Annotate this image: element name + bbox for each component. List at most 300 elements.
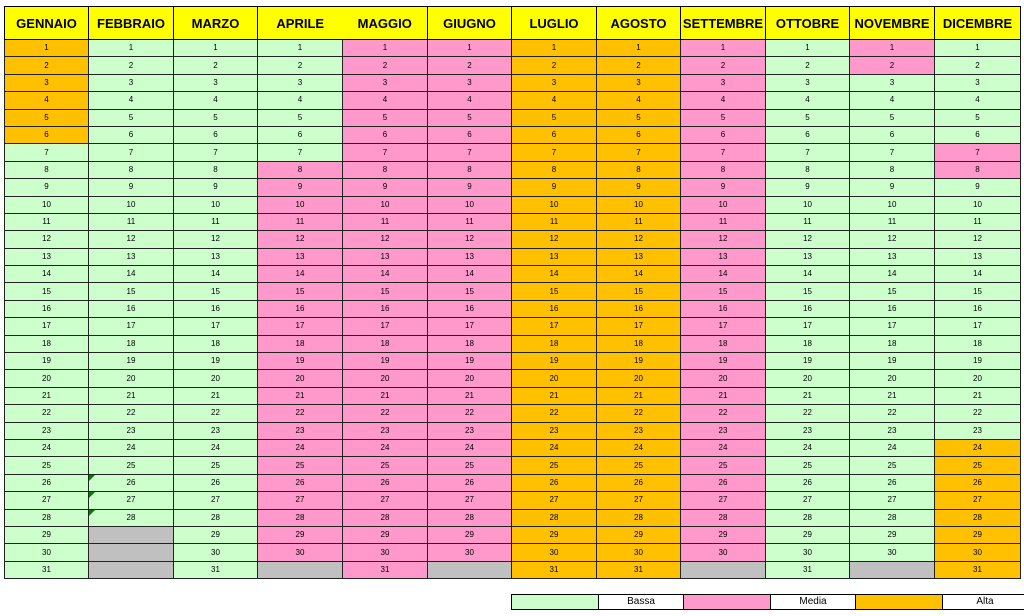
day-cell[interactable]: 8 <box>935 161 1021 178</box>
day-cell[interactable]: 12 <box>850 231 935 248</box>
day-cell[interactable]: 17 <box>174 318 258 335</box>
empty-cell[interactable] <box>89 544 174 561</box>
day-cell[interactable]: 9 <box>935 179 1021 196</box>
day-cell[interactable]: 9 <box>597 179 681 196</box>
day-cell[interactable]: 10 <box>766 196 850 213</box>
day-cell[interactable]: 5 <box>343 109 428 126</box>
day-cell[interactable]: 16 <box>597 300 681 317</box>
day-cell[interactable]: 20 <box>5 370 89 387</box>
day-cell[interactable]: 23 <box>5 422 89 439</box>
day-cell[interactable]: 26 <box>597 474 681 491</box>
day-cell[interactable]: 1 <box>89 40 174 57</box>
day-cell[interactable]: 21 <box>89 387 174 404</box>
day-cell[interactable]: 8 <box>512 161 597 178</box>
day-cell[interactable]: 15 <box>174 283 258 300</box>
day-cell[interactable]: 12 <box>258 231 343 248</box>
day-cell[interactable]: 25 <box>5 457 89 474</box>
day-cell[interactable]: 1 <box>174 40 258 57</box>
day-cell[interactable]: 26 <box>258 474 343 491</box>
day-cell[interactable]: 3 <box>89 74 174 91</box>
day-cell[interactable]: 4 <box>512 92 597 109</box>
day-cell[interactable]: 23 <box>597 422 681 439</box>
day-cell[interactable]: 2 <box>597 57 681 74</box>
day-cell[interactable]: 3 <box>766 74 850 91</box>
day-cell[interactable]: 28 <box>681 509 766 526</box>
day-cell[interactable]: 21 <box>681 387 766 404</box>
day-cell[interactable]: 7 <box>681 144 766 161</box>
day-cell[interactable]: 16 <box>428 300 512 317</box>
day-cell[interactable]: 11 <box>343 213 428 230</box>
day-cell[interactable]: 14 <box>850 266 935 283</box>
day-cell[interactable]: 14 <box>766 266 850 283</box>
day-cell[interactable]: 23 <box>428 422 512 439</box>
empty-cell[interactable] <box>89 561 174 578</box>
day-cell[interactable]: 21 <box>935 387 1021 404</box>
day-cell[interactable]: 25 <box>766 457 850 474</box>
day-cell[interactable]: 23 <box>343 422 428 439</box>
empty-cell[interactable] <box>89 526 174 543</box>
day-cell[interactable]: 15 <box>850 283 935 300</box>
month-header-novembre[interactable]: NOVEMBRE <box>850 7 935 40</box>
day-cell[interactable]: 2 <box>935 57 1021 74</box>
day-cell[interactable]: 31 <box>512 561 597 578</box>
day-cell[interactable]: 25 <box>428 457 512 474</box>
day-cell[interactable]: 5 <box>174 109 258 126</box>
day-cell[interactable]: 22 <box>89 405 174 422</box>
day-cell[interactable]: 16 <box>89 300 174 317</box>
day-cell[interactable]: 2 <box>5 57 89 74</box>
day-cell[interactable]: 24 <box>850 439 935 456</box>
day-cell[interactable]: 15 <box>766 283 850 300</box>
day-cell[interactable]: 28 <box>850 509 935 526</box>
day-cell[interactable]: 26 <box>766 474 850 491</box>
day-cell[interactable]: 10 <box>681 196 766 213</box>
day-cell[interactable]: 22 <box>935 405 1021 422</box>
day-cell[interactable]: 16 <box>174 300 258 317</box>
day-cell[interactable]: 17 <box>512 318 597 335</box>
day-cell[interactable]: 9 <box>343 179 428 196</box>
day-cell[interactable]: 12 <box>766 231 850 248</box>
day-cell[interactable]: 8 <box>5 161 89 178</box>
day-cell[interactable]: 23 <box>935 422 1021 439</box>
day-cell[interactable]: 3 <box>343 74 428 91</box>
day-cell[interactable]: 13 <box>89 248 174 265</box>
legend-label-media[interactable]: Media <box>771 595 856 609</box>
day-cell[interactable]: 26 <box>681 474 766 491</box>
month-header-dicembre[interactable]: DICEMBRE <box>935 7 1021 40</box>
day-cell[interactable]: 17 <box>850 318 935 335</box>
day-cell[interactable]: 27 <box>512 492 597 509</box>
day-cell[interactable]: 2 <box>681 57 766 74</box>
day-cell[interactable]: 29 <box>597 526 681 543</box>
day-cell[interactable]: 27 <box>174 492 258 509</box>
day-cell[interactable]: 20 <box>258 370 343 387</box>
day-cell[interactable]: 7 <box>850 144 935 161</box>
day-cell[interactable]: 14 <box>935 266 1021 283</box>
legend-label-alta[interactable]: Alta <box>943 595 1024 609</box>
day-cell[interactable]: 20 <box>89 370 174 387</box>
day-cell[interactable]: 28 <box>597 509 681 526</box>
day-cell[interactable]: 18 <box>681 335 766 352</box>
day-cell[interactable]: 25 <box>343 457 428 474</box>
day-cell[interactable]: 9 <box>5 179 89 196</box>
day-cell[interactable]: 28 <box>174 509 258 526</box>
day-cell[interactable]: 21 <box>597 387 681 404</box>
day-cell[interactable]: 29 <box>174 526 258 543</box>
day-cell[interactable]: 12 <box>512 231 597 248</box>
day-cell[interactable]: 20 <box>343 370 428 387</box>
day-cell[interactable]: 19 <box>428 353 512 370</box>
day-cell[interactable]: 14 <box>428 266 512 283</box>
day-cell[interactable]: 20 <box>766 370 850 387</box>
day-cell[interactable]: 6 <box>5 126 89 143</box>
day-cell[interactable]: 31 <box>5 561 89 578</box>
day-cell[interactable]: 19 <box>766 353 850 370</box>
day-cell[interactable]: 15 <box>258 283 343 300</box>
day-cell[interactable]: 7 <box>428 144 512 161</box>
day-cell[interactable]: 13 <box>597 248 681 265</box>
day-cell[interactable]: 18 <box>343 335 428 352</box>
day-cell[interactable]: 17 <box>597 318 681 335</box>
day-cell[interactable]: 4 <box>766 92 850 109</box>
day-cell[interactable]: 14 <box>174 266 258 283</box>
day-cell[interactable]: 10 <box>597 196 681 213</box>
day-cell[interactable]: 19 <box>343 353 428 370</box>
day-cell[interactable]: 29 <box>681 526 766 543</box>
month-header-agosto[interactable]: AGOSTO <box>597 7 681 40</box>
day-cell[interactable]: 8 <box>89 161 174 178</box>
day-cell[interactable]: 22 <box>5 405 89 422</box>
day-cell[interactable]: 11 <box>512 213 597 230</box>
day-cell[interactable]: 28 <box>5 509 89 526</box>
day-cell[interactable]: 18 <box>512 335 597 352</box>
day-cell[interactable]: 9 <box>766 179 850 196</box>
day-cell[interactable]: 4 <box>174 92 258 109</box>
day-cell[interactable]: 1 <box>512 40 597 57</box>
month-header-febbraio[interactable]: FEBBRAIO <box>89 7 174 40</box>
day-cell[interactable]: 6 <box>681 126 766 143</box>
day-cell[interactable]: 26 <box>428 474 512 491</box>
day-cell[interactable]: 31 <box>174 561 258 578</box>
day-cell[interactable]: 5 <box>512 109 597 126</box>
day-cell[interactable]: 16 <box>5 300 89 317</box>
day-cell[interactable]: 5 <box>935 109 1021 126</box>
day-cell[interactable]: 5 <box>89 109 174 126</box>
day-cell[interactable]: 7 <box>512 144 597 161</box>
day-cell[interactable]: 4 <box>935 92 1021 109</box>
day-cell[interactable]: 12 <box>89 231 174 248</box>
day-cell[interactable]: 29 <box>766 526 850 543</box>
month-header-luglio[interactable]: LUGLIO <box>512 7 597 40</box>
day-cell[interactable]: 7 <box>343 144 428 161</box>
day-cell[interactable]: 24 <box>89 439 174 456</box>
day-cell[interactable]: 22 <box>258 405 343 422</box>
day-cell[interactable]: 18 <box>5 335 89 352</box>
day-cell[interactable]: 7 <box>597 144 681 161</box>
day-cell[interactable]: 22 <box>681 405 766 422</box>
day-cell[interactable]: 16 <box>343 300 428 317</box>
day-cell[interactable]: 27 <box>428 492 512 509</box>
day-cell[interactable]: 2 <box>89 57 174 74</box>
day-cell[interactable]: 14 <box>512 266 597 283</box>
legend-label-bassa[interactable]: Bassa <box>599 595 684 609</box>
day-cell[interactable]: 27 <box>89 492 174 509</box>
day-cell[interactable]: 1 <box>766 40 850 57</box>
day-cell[interactable]: 5 <box>597 109 681 126</box>
empty-cell[interactable] <box>850 561 935 578</box>
day-cell[interactable]: 10 <box>5 196 89 213</box>
day-cell[interactable]: 11 <box>258 213 343 230</box>
day-cell[interactable]: 11 <box>5 213 89 230</box>
day-cell[interactable]: 7 <box>258 144 343 161</box>
day-cell[interactable]: 18 <box>766 335 850 352</box>
day-cell[interactable]: 8 <box>597 161 681 178</box>
day-cell[interactable]: 23 <box>766 422 850 439</box>
day-cell[interactable]: 11 <box>89 213 174 230</box>
day-cell[interactable]: 24 <box>512 439 597 456</box>
day-cell[interactable]: 10 <box>174 196 258 213</box>
day-cell[interactable]: 13 <box>174 248 258 265</box>
day-cell[interactable]: 10 <box>89 196 174 213</box>
day-cell[interactable]: 22 <box>174 405 258 422</box>
day-cell[interactable]: 2 <box>512 57 597 74</box>
day-cell[interactable]: 25 <box>512 457 597 474</box>
day-cell[interactable]: 21 <box>174 387 258 404</box>
month-header-maggio[interactable]: MAGGIO <box>343 7 428 40</box>
day-cell[interactable]: 4 <box>681 92 766 109</box>
day-cell[interactable]: 14 <box>597 266 681 283</box>
day-cell[interactable]: 20 <box>428 370 512 387</box>
day-cell[interactable]: 17 <box>428 318 512 335</box>
day-cell[interactable]: 28 <box>935 509 1021 526</box>
day-cell[interactable]: 3 <box>850 74 935 91</box>
day-cell[interactable]: 30 <box>597 544 681 561</box>
day-cell[interactable]: 1 <box>428 40 512 57</box>
day-cell[interactable]: 9 <box>89 179 174 196</box>
day-cell[interactable]: 16 <box>766 300 850 317</box>
day-cell[interactable]: 1 <box>5 40 89 57</box>
day-cell[interactable]: 30 <box>935 544 1021 561</box>
day-cell[interactable]: 24 <box>681 439 766 456</box>
day-cell[interactable]: 22 <box>512 405 597 422</box>
day-cell[interactable]: 19 <box>850 353 935 370</box>
day-cell[interactable]: 13 <box>343 248 428 265</box>
day-cell[interactable]: 28 <box>343 509 428 526</box>
day-cell[interactable]: 26 <box>935 474 1021 491</box>
day-cell[interactable]: 4 <box>597 92 681 109</box>
day-cell[interactable]: 27 <box>681 492 766 509</box>
day-cell[interactable]: 11 <box>428 213 512 230</box>
day-cell[interactable]: 30 <box>258 544 343 561</box>
day-cell[interactable]: 29 <box>935 526 1021 543</box>
day-cell[interactable]: 25 <box>850 457 935 474</box>
day-cell[interactable]: 12 <box>174 231 258 248</box>
day-cell[interactable]: 4 <box>428 92 512 109</box>
day-cell[interactable]: 6 <box>850 126 935 143</box>
day-cell[interactable]: 8 <box>258 161 343 178</box>
day-cell[interactable]: 28 <box>428 509 512 526</box>
day-cell[interactable]: 21 <box>766 387 850 404</box>
day-cell[interactable]: 2 <box>258 57 343 74</box>
day-cell[interactable]: 6 <box>512 126 597 143</box>
day-cell[interactable]: 26 <box>850 474 935 491</box>
day-cell[interactable]: 24 <box>174 439 258 456</box>
day-cell[interactable]: 27 <box>597 492 681 509</box>
day-cell[interactable]: 13 <box>935 248 1021 265</box>
day-cell[interactable]: 5 <box>766 109 850 126</box>
day-cell[interactable]: 12 <box>597 231 681 248</box>
day-cell[interactable]: 15 <box>512 283 597 300</box>
day-cell[interactable]: 6 <box>343 126 428 143</box>
day-cell[interactable]: 30 <box>343 544 428 561</box>
day-cell[interactable]: 9 <box>258 179 343 196</box>
day-cell[interactable]: 19 <box>5 353 89 370</box>
day-cell[interactable]: 14 <box>5 266 89 283</box>
day-cell[interactable]: 30 <box>428 544 512 561</box>
day-cell[interactable]: 20 <box>681 370 766 387</box>
day-cell[interactable]: 25 <box>89 457 174 474</box>
day-cell[interactable]: 29 <box>343 526 428 543</box>
day-cell[interactable]: 3 <box>5 74 89 91</box>
day-cell[interactable]: 3 <box>258 74 343 91</box>
day-cell[interactable]: 29 <box>5 526 89 543</box>
day-cell[interactable]: 19 <box>258 353 343 370</box>
day-cell[interactable]: 22 <box>343 405 428 422</box>
day-cell[interactable]: 19 <box>681 353 766 370</box>
day-cell[interactable]: 15 <box>681 283 766 300</box>
day-cell[interactable]: 21 <box>5 387 89 404</box>
day-cell[interactable]: 20 <box>174 370 258 387</box>
day-cell[interactable]: 28 <box>766 509 850 526</box>
day-cell[interactable]: 10 <box>850 196 935 213</box>
day-cell[interactable]: 26 <box>89 474 174 491</box>
day-cell[interactable]: 31 <box>597 561 681 578</box>
day-cell[interactable]: 30 <box>5 544 89 561</box>
day-cell[interactable]: 18 <box>174 335 258 352</box>
day-cell[interactable]: 22 <box>428 405 512 422</box>
day-cell[interactable]: 16 <box>681 300 766 317</box>
day-cell[interactable]: 7 <box>935 144 1021 161</box>
day-cell[interactable]: 30 <box>850 544 935 561</box>
day-cell[interactable]: 11 <box>597 213 681 230</box>
day-cell[interactable]: 17 <box>5 318 89 335</box>
day-cell[interactable]: 21 <box>428 387 512 404</box>
day-cell[interactable]: 1 <box>935 40 1021 57</box>
day-cell[interactable]: 25 <box>681 457 766 474</box>
day-cell[interactable]: 3 <box>512 74 597 91</box>
day-cell[interactable]: 11 <box>681 213 766 230</box>
day-cell[interactable]: 9 <box>850 179 935 196</box>
day-cell[interactable]: 21 <box>512 387 597 404</box>
day-cell[interactable]: 20 <box>597 370 681 387</box>
day-cell[interactable]: 24 <box>597 439 681 456</box>
day-cell[interactable]: 27 <box>766 492 850 509</box>
day-cell[interactable]: 16 <box>850 300 935 317</box>
day-cell[interactable]: 17 <box>258 318 343 335</box>
day-cell[interactable]: 25 <box>597 457 681 474</box>
day-cell[interactable]: 29 <box>512 526 597 543</box>
day-cell[interactable]: 28 <box>89 509 174 526</box>
day-cell[interactable]: 6 <box>428 126 512 143</box>
empty-cell[interactable] <box>258 561 343 578</box>
day-cell[interactable]: 1 <box>343 40 428 57</box>
day-cell[interactable]: 28 <box>512 509 597 526</box>
day-cell[interactable]: 21 <box>850 387 935 404</box>
day-cell[interactable]: 26 <box>174 474 258 491</box>
day-cell[interactable]: 29 <box>850 526 935 543</box>
day-cell[interactable]: 25 <box>174 457 258 474</box>
day-cell[interactable]: 24 <box>766 439 850 456</box>
month-header-marzo[interactable]: MARZO <box>174 7 258 40</box>
day-cell[interactable]: 9 <box>681 179 766 196</box>
empty-cell[interactable] <box>428 561 512 578</box>
legend-swatch-bassa[interactable] <box>512 595 599 609</box>
day-cell[interactable]: 19 <box>89 353 174 370</box>
day-cell[interactable]: 8 <box>428 161 512 178</box>
day-cell[interactable]: 6 <box>766 126 850 143</box>
day-cell[interactable]: 13 <box>5 248 89 265</box>
day-cell[interactable]: 17 <box>681 318 766 335</box>
day-cell[interactable]: 29 <box>428 526 512 543</box>
day-cell[interactable]: 20 <box>850 370 935 387</box>
day-cell[interactable]: 1 <box>597 40 681 57</box>
month-header-aprile[interactable]: APRILE <box>258 7 343 40</box>
day-cell[interactable]: 19 <box>935 353 1021 370</box>
day-cell[interactable]: 5 <box>258 109 343 126</box>
day-cell[interactable]: 1 <box>850 40 935 57</box>
day-cell[interactable]: 26 <box>512 474 597 491</box>
day-cell[interactable]: 27 <box>5 492 89 509</box>
day-cell[interactable]: 4 <box>850 92 935 109</box>
day-cell[interactable]: 16 <box>512 300 597 317</box>
legend-swatch-alta[interactable] <box>856 595 943 609</box>
day-cell[interactable]: 23 <box>512 422 597 439</box>
day-cell[interactable]: 13 <box>258 248 343 265</box>
day-cell[interactable]: 6 <box>597 126 681 143</box>
day-cell[interactable]: 2 <box>850 57 935 74</box>
day-cell[interactable]: 17 <box>766 318 850 335</box>
day-cell[interactable]: 17 <box>935 318 1021 335</box>
day-cell[interactable]: 15 <box>597 283 681 300</box>
day-cell[interactable]: 12 <box>343 231 428 248</box>
day-cell[interactable]: 4 <box>343 92 428 109</box>
day-cell[interactable]: 23 <box>850 422 935 439</box>
day-cell[interactable]: 31 <box>935 561 1021 578</box>
day-cell[interactable]: 13 <box>512 248 597 265</box>
day-cell[interactable]: 10 <box>343 196 428 213</box>
day-cell[interactable]: 23 <box>681 422 766 439</box>
day-cell[interactable]: 17 <box>89 318 174 335</box>
day-cell[interactable]: 14 <box>681 266 766 283</box>
day-cell[interactable]: 22 <box>850 405 935 422</box>
day-cell[interactable]: 30 <box>681 544 766 561</box>
day-cell[interactable]: 26 <box>343 474 428 491</box>
day-cell[interactable]: 7 <box>89 144 174 161</box>
day-cell[interactable]: 17 <box>343 318 428 335</box>
day-cell[interactable]: 2 <box>343 57 428 74</box>
day-cell[interactable]: 15 <box>428 283 512 300</box>
day-cell[interactable]: 23 <box>174 422 258 439</box>
day-cell[interactable]: 12 <box>428 231 512 248</box>
day-cell[interactable]: 24 <box>5 439 89 456</box>
day-cell[interactable]: 2 <box>428 57 512 74</box>
day-cell[interactable]: 18 <box>597 335 681 352</box>
day-cell[interactable]: 2 <box>766 57 850 74</box>
month-header-giugno[interactable]: GIUGNO <box>428 7 512 40</box>
day-cell[interactable]: 7 <box>5 144 89 161</box>
day-cell[interactable]: 3 <box>174 74 258 91</box>
day-cell[interactable]: 28 <box>258 509 343 526</box>
